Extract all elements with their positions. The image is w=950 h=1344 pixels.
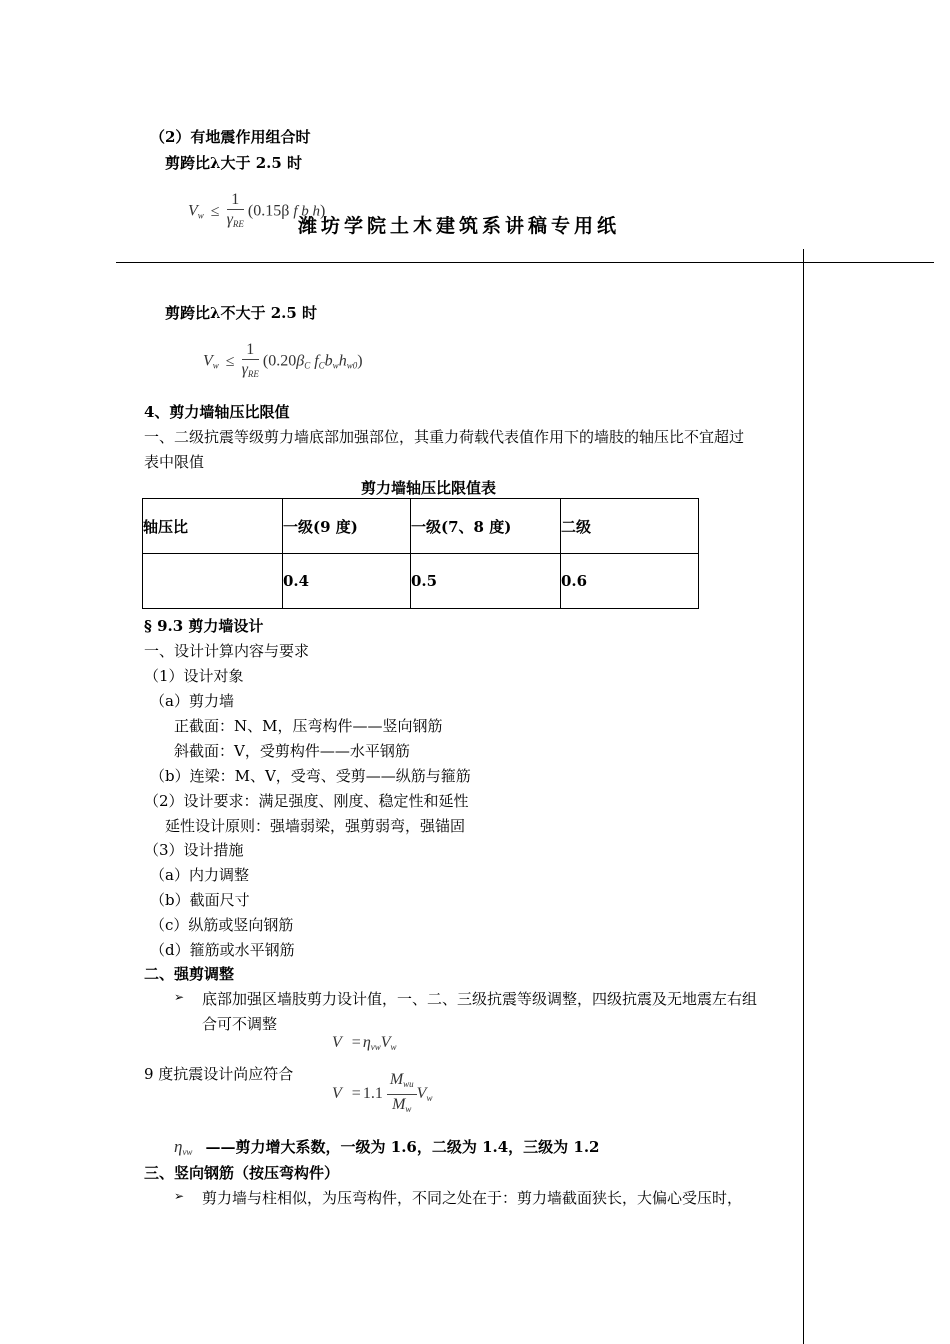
margin-rule: [803, 249, 804, 1344]
nine-degree-text: 9 度抗震设计尚应符合: [144, 1065, 294, 1083]
formula4-num-sub: wu: [403, 1079, 414, 1089]
table-row: [143, 554, 699, 609]
table-cell: 0.5: [411, 554, 561, 609]
formula1-lhs-sub: w: [197, 210, 204, 221]
axial-heading: 4、剪力墙轴压比限值: [144, 403, 290, 421]
formula1-rhs-tail: f b h: [293, 203, 321, 220]
formula2-b: b: [324, 352, 333, 370]
shear-adjust-bullet-line1: 底部加强区墙肢剪力设计值，一、二、三级抗震等级调整，四级抗震及无地震左右组: [202, 990, 758, 1008]
axial-text-line1: 一、二级抗震等级剪力墙底部加强部位，其重力荷载代表值作用下的墙肢的轴压比不宜超过: [144, 428, 745, 446]
design-line: （d）箍筋或水平钢筋: [150, 941, 295, 959]
axial-table-title: 剪力墙轴压比限值表: [361, 479, 497, 497]
formula4-den-sub: w: [405, 1104, 412, 1114]
formula3-lhs: V: [332, 1034, 342, 1051]
design-line: 延性设计原则：强墙弱梁，强剪弱弯，强锚固: [165, 817, 466, 835]
arrow-bullet-icon: ➢: [174, 990, 185, 1004]
formula3-eta-sub: vw: [370, 1042, 381, 1052]
formula1-rhs: (0.15β: [247, 202, 290, 220]
shear-adjust-bullet-line2: 合可不调整: [202, 1015, 278, 1033]
design-line: （2）设计要求：满足强度、刚度、稳定性和延性: [144, 792, 469, 810]
formula1-num: 1: [227, 190, 244, 210]
design-line: （3）设计措施: [144, 841, 244, 859]
formula1-rhs-end: ): [320, 202, 326, 220]
table-header-cell: 二级: [561, 499, 699, 554]
eta-symbol: η: [174, 1137, 183, 1156]
formula-4: [332, 1070, 432, 1119]
formula-3: [332, 1034, 397, 1052]
design-line: （b）连梁：M、V，受弯、受剪——纵筋与箍筋: [150, 767, 471, 785]
formula2-num: 1: [242, 340, 259, 360]
formula3-v: V: [380, 1034, 391, 1051]
formula1-den: γ: [226, 211, 233, 228]
formula4-v: V: [416, 1085, 427, 1103]
formula1-lhs: V: [188, 202, 198, 220]
formula2-end: ): [357, 352, 363, 370]
vertical-bullet-line1: 剪力墙与柱相似，为压弯构件，不同之处在于：剪力墙截面狭长，大偏心受压时，: [202, 1189, 743, 1207]
axial-ratio-table: [142, 498, 699, 609]
eta-description: ——剪力增大系数，一级为 1.6，二级为 1.4，三级为 1.2: [205, 1138, 600, 1156]
formula4-eq: =: [351, 1085, 361, 1103]
formula2-beta-sub: C: [304, 360, 311, 371]
design-line: 斜截面：V，受剪构件——水平钢筋: [174, 742, 410, 760]
formula1-den-sub: RE: [232, 219, 244, 229]
table-cell: [143, 554, 283, 609]
table-header-cell: 轴压比: [143, 499, 283, 554]
formula2-b-sub: w: [332, 360, 339, 371]
formula2-beta: β: [296, 352, 305, 370]
formula4-coef: 1.1: [362, 1085, 383, 1103]
page-banner: 潍坊学院土木建筑系讲稿专用纸: [298, 215, 621, 237]
formula2-h-sub: w0: [346, 360, 358, 371]
axial-text-line2: 表中限值: [144, 453, 205, 471]
design-line: 正截面：N、M，压弯构件——竖向钢筋: [174, 717, 443, 735]
design-line: （1）设计对象: [144, 667, 244, 685]
shear-adjust-heading: 二、强剪调整: [144, 965, 235, 983]
design-line: （a）内力调整: [150, 866, 249, 884]
shear-span-case1-label: 剪跨比λ大于 2.5 时: [165, 154, 303, 172]
formula2-coef: (0.20: [262, 352, 297, 370]
formula4-fraction: [387, 1070, 417, 1119]
formula4-den: M: [392, 1096, 406, 1113]
table-header-cell: 一级(7、8 度): [411, 499, 561, 554]
formula2-lhs: V: [203, 352, 213, 370]
formula2-lhs-sub: w: [212, 360, 219, 371]
arrow-bullet-icon: ➢: [174, 1189, 185, 1203]
formula2-rel: ≤: [225, 352, 235, 370]
design-line: （a）剪力墙: [150, 692, 234, 710]
formula2-h: h: [338, 352, 347, 370]
formula4-num: M: [389, 1071, 404, 1088]
table-cell: 0.4: [283, 554, 411, 609]
eta-definition: [174, 1136, 600, 1157]
header-rule: [116, 262, 934, 263]
formula2-den-sub: RE: [247, 369, 259, 379]
formula1-fraction: [227, 190, 244, 234]
formula2-fraction: [242, 340, 259, 384]
formula2-f: f: [314, 352, 319, 370]
eta-symbol-sub: vw: [182, 1147, 193, 1157]
formula3-eq: =: [351, 1034, 361, 1051]
design-heading: § 9.3 剪力墙设计: [144, 617, 264, 635]
formula3-eta: η: [362, 1034, 371, 1051]
design-line: （c）纵筋或竖向钢筋: [150, 916, 294, 934]
table-header-cell: 一级(9 度): [283, 499, 411, 554]
formula1-rel: ≤: [210, 202, 220, 220]
table-cell: 0.6: [561, 554, 699, 609]
formula2-f-sub: C: [318, 360, 325, 371]
vertical-heading: 三、竖向钢筋（按压弯构件）: [144, 1164, 340, 1182]
formula-2: [203, 340, 363, 384]
table-row: [143, 499, 699, 554]
formula4-lhs: V: [332, 1085, 342, 1103]
formula2-den: γ: [241, 361, 248, 378]
shear-span-case2-label: 剪跨比λ不大于 2.5 时: [165, 304, 318, 322]
design-line: 一、设计计算内容与要求: [144, 642, 310, 660]
formula3-v-sub: w: [390, 1042, 397, 1052]
formula4-v-sub: w: [426, 1093, 433, 1104]
section-heading-seismic: （2）有地震作用组合时: [150, 128, 311, 146]
design-line: （b）截面尺寸: [150, 891, 250, 909]
